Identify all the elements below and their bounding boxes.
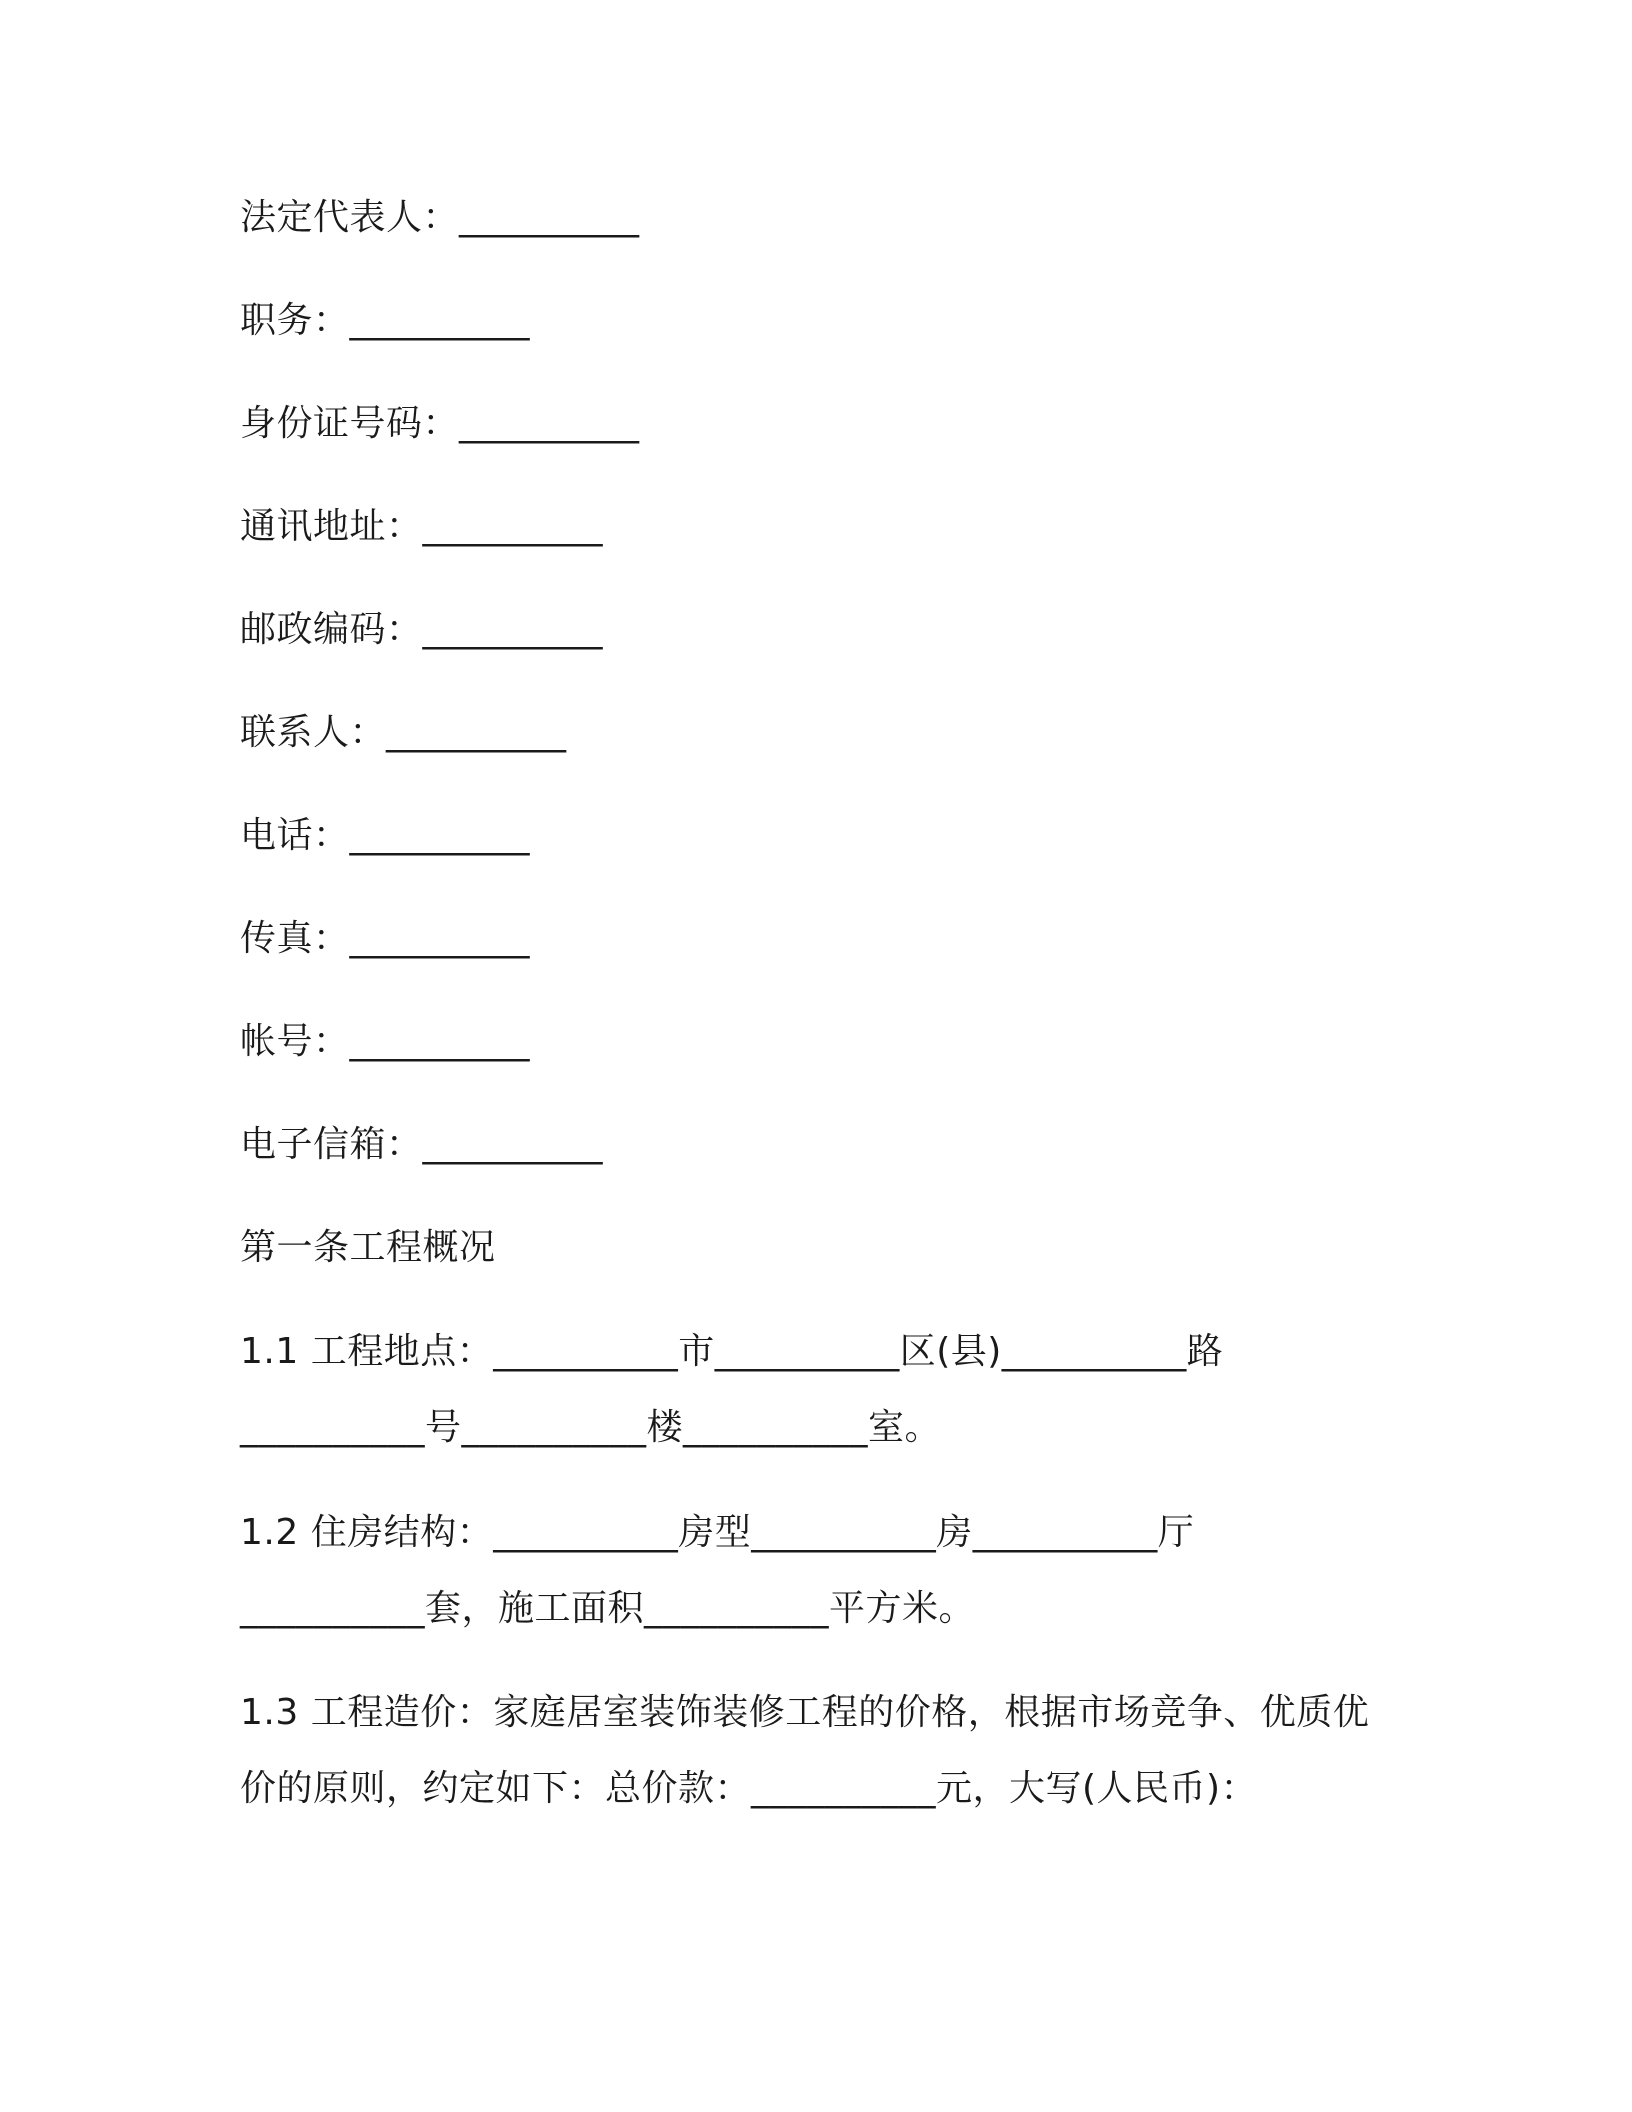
fill-blank: __________ bbox=[349, 300, 530, 341]
fill-blank: __________ bbox=[349, 1021, 530, 1062]
field-email bbox=[240, 1121, 603, 1169]
field-label: 帐号： bbox=[240, 1021, 350, 1062]
article-heading: 第一条工程概况 bbox=[240, 1227, 496, 1268]
field-label: 电话： bbox=[240, 815, 350, 856]
fill-blank: __________ bbox=[422, 1124, 603, 1165]
fill-blank: __________ bbox=[422, 506, 603, 547]
field-label: 法定代表人： bbox=[240, 197, 460, 238]
fill-blank: __________ bbox=[459, 197, 640, 238]
clause-1-2-line-1: 1.2 住房结构：__________房型__________房__________厅 bbox=[240, 1512, 1195, 1553]
field-address bbox=[240, 503, 603, 551]
fill-blank: __________ bbox=[349, 918, 530, 959]
field-contact-person bbox=[240, 709, 566, 757]
clause-1-1-line-1: 1.1 工程地点：__________市__________区(县)__________路 bbox=[240, 1331, 1224, 1372]
field-phone bbox=[240, 812, 530, 860]
fill-blank: __________ bbox=[459, 403, 640, 444]
field-label: 职务： bbox=[240, 300, 350, 341]
clause-1-1-line-2: __________号__________楼__________室。 bbox=[240, 1407, 941, 1448]
field-label: 传真： bbox=[240, 918, 350, 959]
field-label: 联系人： bbox=[240, 712, 387, 753]
fill-blank: __________ bbox=[422, 609, 603, 650]
field-label: 电子信箱： bbox=[240, 1124, 423, 1165]
field-account bbox=[240, 1018, 530, 1066]
fill-blank: __________ bbox=[349, 815, 530, 856]
field-label: 邮政编码： bbox=[240, 609, 423, 650]
clause-1-2-line-2: __________套，施工面积__________平方米。 bbox=[240, 1588, 976, 1629]
field-label: 身份证号码： bbox=[240, 403, 460, 444]
field-legal-representative bbox=[240, 194, 639, 242]
clause-1-3-line-1: 1.3 工程造价：家庭居室装饰装修工程的价格，根据市场竞争、优质优 bbox=[240, 1692, 1370, 1733]
field-postal-code bbox=[240, 606, 603, 654]
field-position bbox=[240, 297, 530, 345]
field-fax bbox=[240, 915, 530, 963]
field-label: 通讯地址： bbox=[240, 506, 423, 547]
field-id-number bbox=[240, 400, 639, 448]
clause-1-3-line-2: 价的原则，约定如下：总价款：__________元，大写(人民币)： bbox=[240, 1768, 1258, 1809]
fill-blank: __________ bbox=[386, 712, 567, 753]
